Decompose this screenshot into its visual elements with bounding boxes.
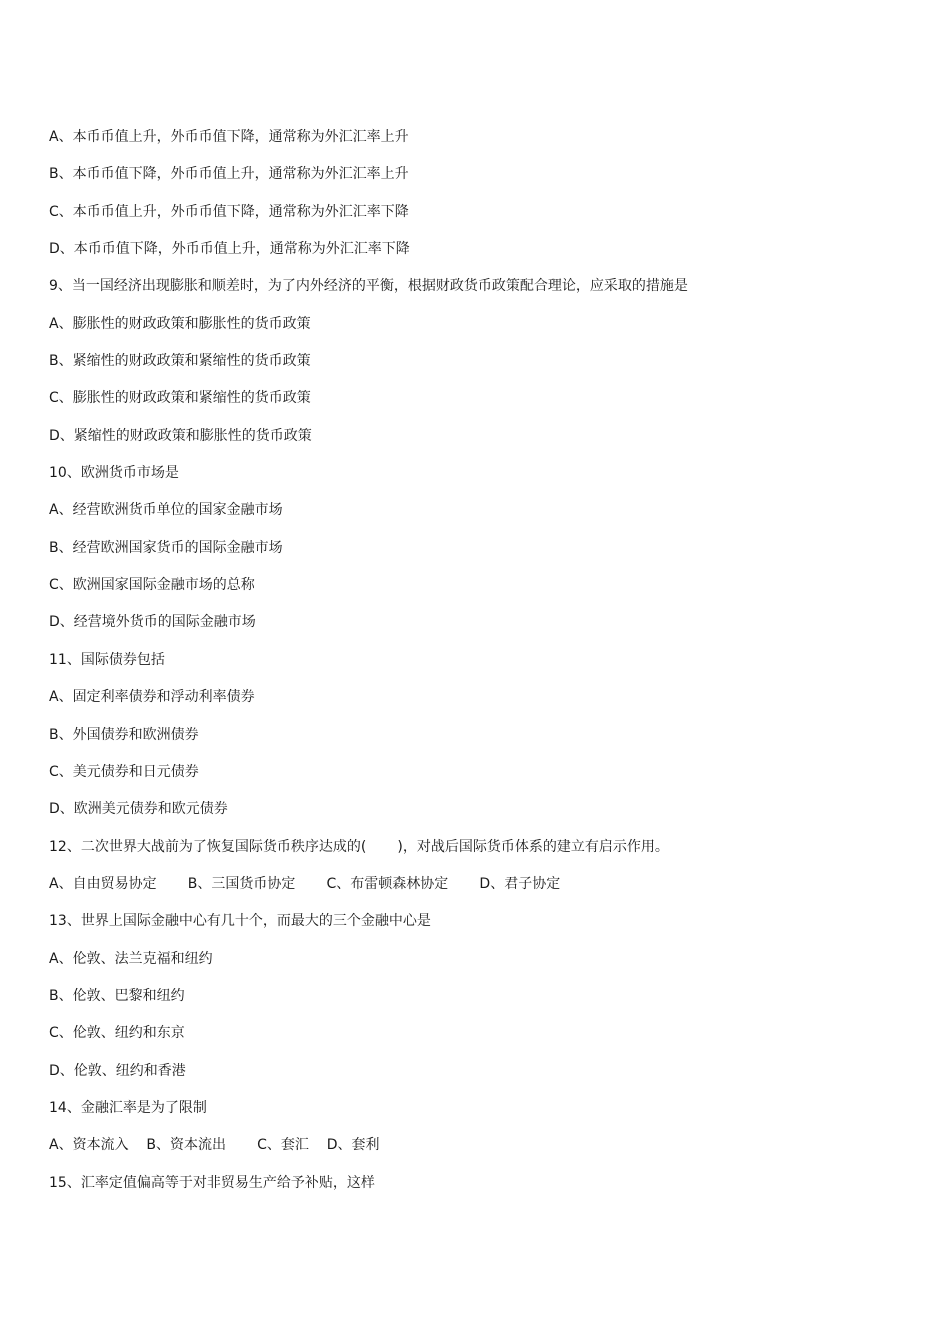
option-line: C、膨胀性的财政政策和紧缩性的货币政策 — [49, 390, 311, 407]
question-list — [49, 127, 909, 1210]
question-9: 9、当一国经济出现膨胀和顺差时，为了内外经济的平衡，根据财政货币政策配合理论，应采取的措施是 — [49, 278, 688, 295]
question-15: 15、汇率定值偏高等于对非贸易生产给予补贴，这样 — [49, 1174, 375, 1191]
option-line: D、伦敦、纽约和香港 — [49, 1062, 186, 1079]
option-line: B、经营欧洲国家货币的国际金融市场 — [49, 539, 283, 556]
option-line: D、紧缩性的财政政策和膨胀性的货币政策 — [49, 427, 312, 444]
question-14: 14、金融汇率是为了限制 — [49, 1099, 207, 1116]
option-line: B、外国债券和欧洲债券 — [49, 726, 199, 743]
option-line: C、欧洲国家国际金融市场的总称 — [49, 577, 255, 594]
option-line: A、资本流入 B、资本流出 C、套汇 D、套利 — [49, 1137, 380, 1154]
question-10: 10、欧洲货币市场是 — [49, 465, 179, 482]
question-11: 11、国际债券包括 — [49, 651, 165, 668]
option-line: C、本币币值上升，外币币值下降，通常称为外汇汇率下降 — [49, 203, 409, 220]
option-line: A、自由贸易协定 B、三国货币协定 C、布雷顿森林协定 D、君子协定 — [49, 875, 561, 892]
option-line: A、伦敦、法兰克福和纽约 — [49, 950, 213, 967]
option-line: A、经营欧洲货币单位的国家金融市场 — [49, 502, 283, 519]
option-line: A、本币币值上升，外币币值下降，通常称为外汇汇率上升 — [49, 129, 409, 145]
option-line: D、本币币值下降，外币币值上升，通常称为外汇汇率下降 — [49, 241, 410, 258]
option-line: C、伦敦、纽约和东京 — [49, 1025, 185, 1042]
option-line: D、经营境外货币的国际金融市场 — [49, 614, 256, 631]
option-line: C、美元债券和日元债券 — [49, 763, 199, 780]
question-13: 13、世界上国际金融中心有几十个，而最大的三个金融中心是 — [49, 913, 431, 930]
option-line: D、欧洲美元债券和欧元债券 — [49, 801, 228, 818]
option-line: A、膨胀性的财政政策和膨胀性的货币政策 — [49, 315, 311, 332]
option-line: B、紧缩性的财政政策和紧缩性的货币政策 — [49, 353, 311, 370]
option-line: B、伦敦、巴黎和纽约 — [49, 987, 185, 1004]
option-line: A、固定利率债券和浮动利率债券 — [49, 689, 255, 706]
option-line: B、本币币值下降，外币币值上升，通常称为外汇汇率上升 — [49, 166, 409, 183]
question-12: 12、二次世界大战前为了恢复国际货币秩序达成的( )，对战后国际货币体系的建立有启示作用。 — [49, 838, 669, 855]
